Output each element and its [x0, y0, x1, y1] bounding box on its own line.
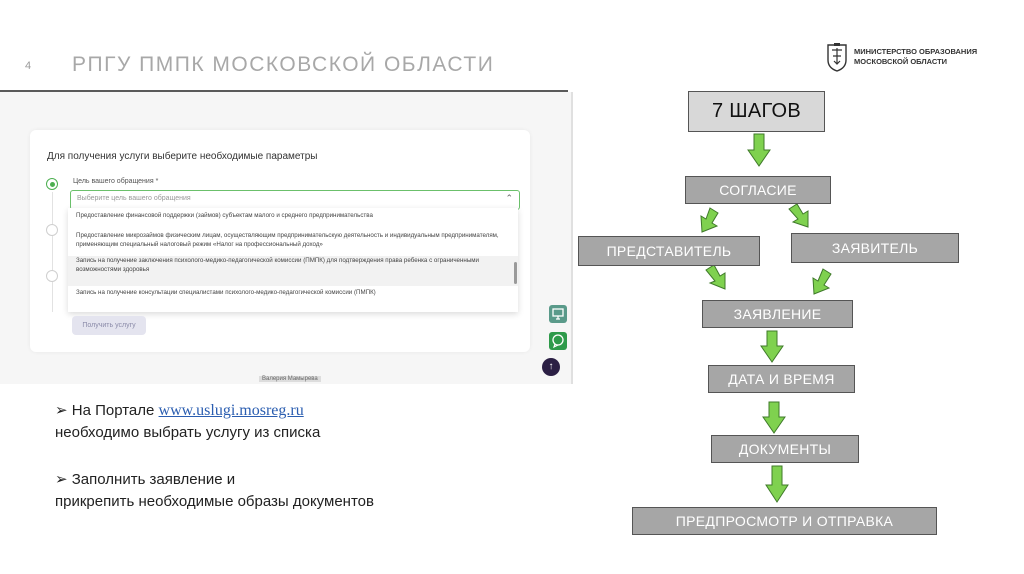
ministry-name-line1: МИНИСТЕРСТВО ОБРАЗОВАНИЯ [854, 47, 978, 56]
arrow-down [763, 402, 785, 433]
slide-title: РПГУ ПМПК МОСКОВСКОЙ ОБЛАСТИ [72, 53, 495, 76]
arrow-down [748, 134, 770, 166]
bullet-arrow-icon: ➢ [55, 402, 68, 419]
slide-number: 4 [25, 60, 32, 72]
arrow-down-left [701, 208, 718, 232]
dropdown-option[interactable]: Предоставление микрозаймов физическим лицам, осуществляющим предпринимательскую деятельность и индивидуальным предпринимателям, применяющим специальный налоговый режим «Налог на профессиональный доход» [76, 232, 499, 248]
flow-consent: СОГЛАСИЕ [685, 176, 831, 204]
bullet-portal-line2: необходимо выбрать услугу из списка [55, 424, 321, 441]
service-params-heading: Для получения услуги выберите необходимые параметры [47, 151, 318, 162]
portal-link[interactable]: www.uslugi.mosreg.ru [158, 402, 304, 419]
dropdown-option[interactable]: Предоставление финансовой поддержки (займов) субъектам малого и среднего предпринимательства [76, 212, 373, 219]
flow-steps-title: 7 ШАГОВ [688, 91, 825, 132]
purpose-select-placeholder: Выберите цель вашего обращения [77, 195, 191, 202]
bullet-arrow-icon: ➢ [55, 471, 68, 488]
arrow-down [766, 466, 788, 502]
flow-application: ЗАЯВЛЕНИЕ [702, 300, 853, 328]
arrow-down [761, 331, 783, 362]
arrow-down-left [813, 269, 831, 294]
bullet-fill-line2: прикрепить необходимые образы документов [55, 493, 374, 510]
dropdown-option[interactable]: Запись на получение заключения психолого-медико-педагогической комиссии (ПМПК) для подтверждения права ребенка с ограниченными возможностями здоровья [76, 257, 479, 273]
dropdown-option[interactable]: Запись на получение консультации специалистами психолого-медико-педагогической комиссии (ПМПК) [76, 289, 376, 296]
user-name-label: Валерия Мамырева [259, 376, 321, 382]
purpose-field-label: Цель вашего обращения * [73, 178, 159, 185]
bullet-portal-prefix: На Портале [71, 402, 159, 419]
flow-preview-send: ПРЕДПРОСМОТР И ОТПРАВКА [632, 507, 937, 535]
bullet-fill-text: Заполнить заявление и [71, 471, 236, 488]
get-service-button[interactable]: Получить услугу [72, 316, 146, 335]
flow-documents: ДОКУМЕНТЫ [711, 435, 859, 463]
flow-datetime: ДАТА И ВРЕМЯ [708, 365, 855, 393]
arrow-down-right [706, 265, 725, 289]
scroll-up-icon[interactable]: ↑ [542, 358, 560, 376]
flow-representative: ПРЕДСТАВИТЕЛЬ [578, 236, 760, 266]
flow-applicant: ЗАЯВИТЕЛЬ [791, 233, 959, 263]
ministry-name-line2: МОСКОВСКОЙ ОБЛАСТИ [854, 57, 948, 66]
arrow-down-right [789, 204, 808, 227]
chevron-up-icon: ⌃ [505, 193, 513, 203]
